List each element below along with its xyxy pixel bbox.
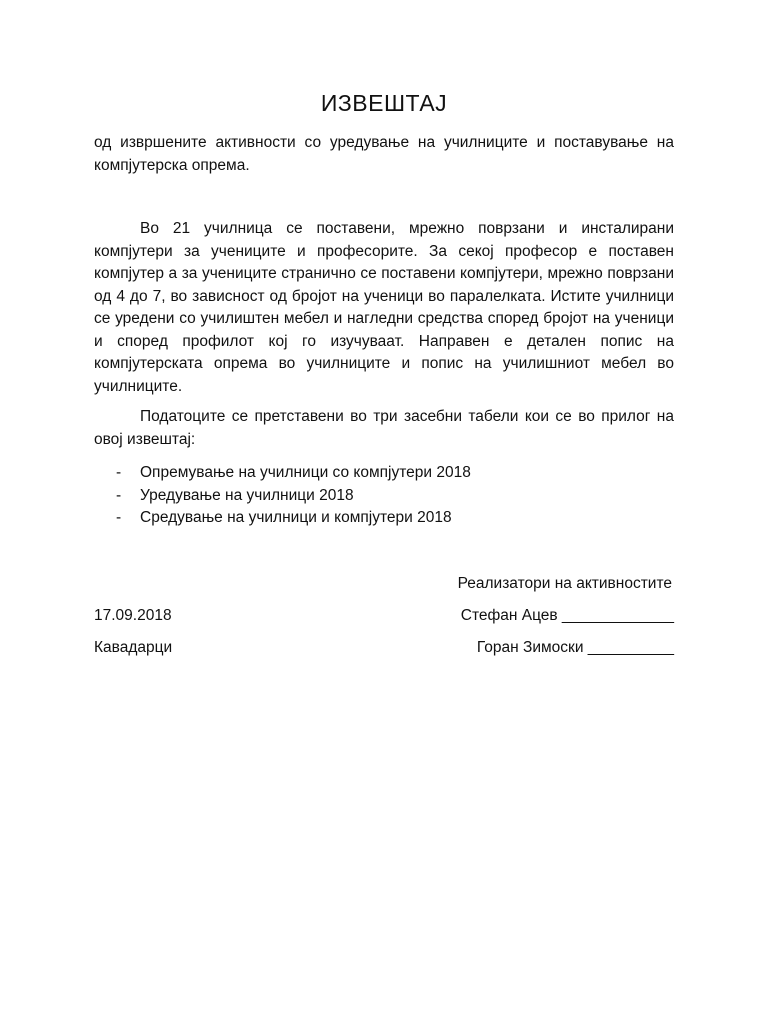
list-item-text: Опремување на училници со компјутери 2018 (140, 464, 471, 481)
attachment-list (94, 462, 674, 530)
list-marker: - (116, 486, 122, 504)
paragraph-2: Податоците се претставени во три засебни табели кои се во прилог на овој извештај: (94, 408, 674, 448)
list-marker: - (116, 509, 122, 526)
paragraph-1: Во 21 училница се поставени, мрежно поврзани и инсталирани компјутери за учениците и професорите. За секој професор е поставен компјутер а за учениците странично се поставени компјутери, мрежно поврзани од 4 до 7, во зависност од бројот на ученици во паралелката. Истите училници се уредени со училиштен мебел и нагледни средства според бројот на ученици и според профилот кој го изучуваат. Направен е детален попис на компјутерската опрема во училниците и попис на училишниот мебел во училниците. (94, 220, 674, 395)
signature-heading: Реализатори на активностите (457, 575, 672, 592)
list-item (94, 507, 674, 530)
list-item-text: Уредување на училници 2018 (140, 486, 354, 504)
document-title: ИЗВЕШТАЈ (320, 90, 448, 116)
signer-2: Горан Зимоски __________ (476, 639, 674, 656)
list-item-text: Средување на училници и компјутери 2018 (140, 509, 452, 526)
document-date: 17.09.2018 (94, 607, 172, 624)
document-place: Кавадарци (94, 639, 173, 656)
list-item (94, 462, 674, 485)
list-item (94, 485, 674, 508)
signer-1: Стефан Ацев _____________ (460, 607, 674, 624)
document-subtitle: од извршените активности со уредување на училниците и поставување на компјутерска опрема. (94, 134, 674, 174)
list-marker: - (116, 464, 122, 481)
